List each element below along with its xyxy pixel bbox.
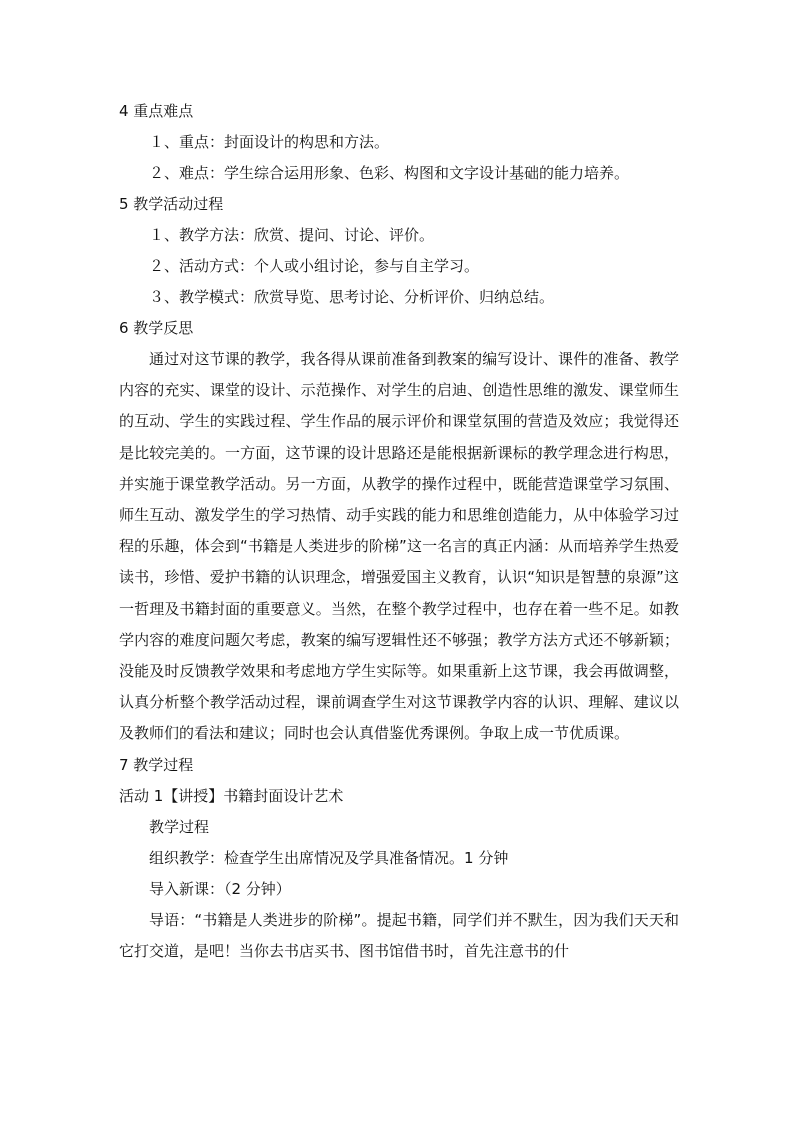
activity-title: 活动 1【讲授】书籍封面设计艺术 bbox=[119, 786, 344, 805]
list-item: １、教学方法：欣赏、提问、讨论、评价。 bbox=[149, 226, 435, 244]
list-item: １、重点：封面设计的构思和方法。 bbox=[149, 133, 390, 151]
process-line: 教学过程 bbox=[149, 817, 210, 836]
list-item: ２、活动方式：个人或小组讨论，参与自主学习。 bbox=[149, 257, 480, 275]
section-heading-6: 6 教学反思 bbox=[119, 319, 194, 337]
intro-paragraph: 导语：“书籍是人类进步的阶梯”。提起书籍，同学们并不默生，因为我们天天和它打交道，是吧！当你去书店买书、图书馆借书时，首先注意书的什 bbox=[119, 910, 679, 960]
section-heading-4: 4 重点难点 bbox=[119, 102, 194, 120]
section-heading-7: 7 教学过程 bbox=[119, 755, 194, 774]
document-content bbox=[119, 96, 679, 967]
process-line: 导入新课：（2 分钟） bbox=[149, 879, 291, 898]
reflection-paragraph: 通过对这节课的教学，我各得从课前准备到教案的编写设计、课件的准备、教学内容的充实、课堂的设计、示范操作、对学生的启迪、创造性思维的激发、课堂师生的互动、学生的实践过程、学生作品的展示评价和课堂氛围的营造及效应；我觉得还是比较完美的。一方面，这节课的设计思路还是能根据新课标的教学理念进行构思，并实施于课堂教学活动。另一方面，从教学的操作过程中，既能营造课堂学习氛围、师生互动、激发学生的学习热情、动手实践的能力和思维创造能力，从中体验学习过程的乐趣，体会到“书籍是人类进步的阶梯”这一名言的真正内涵：从而培养学生热爱读书，珍惜、爱护书籍的认识理念，增强爱国主义教育，认识“知识是智慧的泉源”这一哲理及书籍封面的重要意义。当然，在整个教学过程中，也存在着一些不足。如教学内容的难度问题欠考虑，教案的编写逻辑性还不够强；教学方法方式还不够新颖；没能及时反馈教学效果和考虑地方学生实际等。如果重新上这节课，我会再做调整，认真分析整个教学活动过程，课前调查学生对这节课教学内容的认识、理解、建议以及教师们的看法和建议；同时也会认真借鉴优秀课例。争取上成一节优质课。 bbox=[119, 350, 679, 743]
list-item: ３、教学模式：欣赏导览、思考讨论、分析评价、归纳总结。 bbox=[149, 288, 555, 306]
section-heading-5: 5 教学活动过程 bbox=[119, 195, 224, 213]
process-line: 组织教学：检查学生出席情况及学具准备情况。1 分钟 bbox=[149, 848, 509, 867]
list-item: ２、难点：学生综合运用形象、色彩、构图和文字设计基础的能力培养。 bbox=[149, 164, 630, 182]
